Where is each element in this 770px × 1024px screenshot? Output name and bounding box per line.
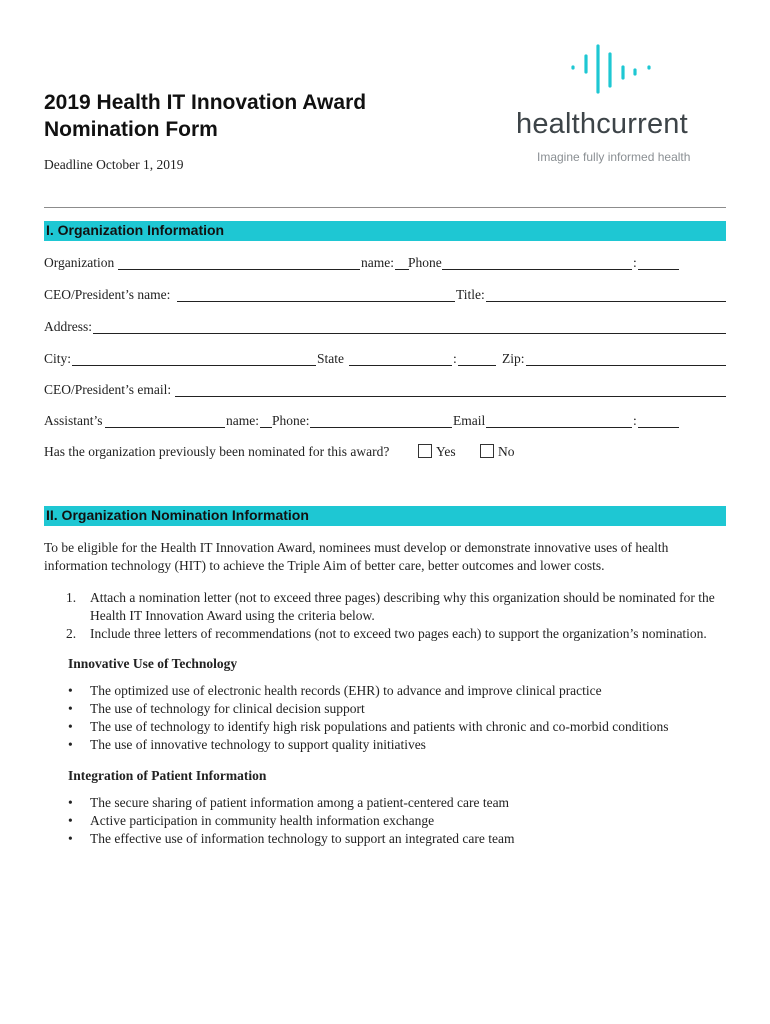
section-2-title: II. Organization Nomination Information (46, 507, 309, 523)
city-label: City: (44, 351, 72, 366)
bullet: • (68, 813, 73, 828)
deadline-text: Deadline October 1, 2019 (44, 157, 184, 172)
no-label: No (498, 444, 515, 459)
instructions-list (44, 589, 726, 643)
list-item (44, 682, 726, 700)
nominated-question: Has the organization previously been nominated for this award? (44, 444, 390, 459)
nominated-question-row (44, 442, 726, 462)
list-item (44, 625, 726, 643)
state-label: State (317, 351, 344, 366)
list-item-text: The secure sharing of patient information among a patient-centered care team (90, 795, 510, 810)
no-checkbox[interactable] (480, 444, 494, 458)
page-title (44, 89, 366, 143)
ceo-email-field[interactable] (175, 396, 726, 397)
list-item-text: Active participation in community health information exchange (90, 813, 435, 828)
assistant-row (44, 411, 726, 431)
healthcurrent-logo-icon (565, 42, 655, 102)
list-item-text: The effective use of information technology to support an integrated care team (90, 831, 515, 846)
title-line-1: 2019 Health IT Innovation Award (44, 91, 367, 114)
bullet: • (68, 683, 73, 698)
organization-phone-ext-field[interactable] (638, 269, 679, 270)
assistant-email-label: Email (453, 413, 486, 428)
list-item-text: The optimized use of electronic health records (EHR) to advance and improve clinical practice (90, 683, 602, 698)
list-item-text: The use of innovative technology to support quality initiatives (90, 737, 426, 752)
ceo-email-label: CEO/President’s email: (44, 382, 172, 397)
city-row (44, 349, 726, 369)
organization-phone-field[interactable] (442, 269, 632, 270)
integration-heading: Integration of Patient Information (68, 768, 267, 783)
zip-field[interactable] (526, 365, 726, 366)
list-item (44, 718, 726, 736)
step-1-line-1: Attach a nomination letter (not to exceed three pages) describing why this organization should be nominated for the (90, 590, 715, 605)
assistant-blank[interactable] (260, 427, 272, 428)
yes-label: Yes (436, 444, 456, 459)
eligibility-line-1: To be eligible for the Health IT Innovation Award, nominees must develop or demonstrate innovative uses of health (44, 540, 669, 555)
ceo-email-row (44, 380, 726, 400)
zip-label: Zip: (502, 351, 525, 366)
bullet: • (68, 831, 73, 846)
list-item-text: The use of technology for clinical decision support (90, 701, 365, 716)
step-number: 1. (66, 590, 77, 605)
organization-phone-colon: : (633, 255, 637, 270)
assistant-email-extra-field[interactable] (638, 427, 679, 428)
header-divider (44, 207, 726, 208)
assistant-phone-label: Phone: (272, 413, 310, 428)
list-item-text: The use of technology to identify high risk populations and patients with chronic and co-morbid conditions (90, 719, 669, 734)
assistant-email-colon: : (633, 413, 637, 428)
ceo-name-label: CEO/President’s name: (44, 287, 171, 302)
logo-tagline: Imagine fully informed health (537, 150, 691, 164)
innovative-use-list (44, 682, 726, 754)
step-1-line-2: Health IT Innovation Award using the criteria below. (90, 608, 375, 623)
section-1-title: I. Organization Information (46, 222, 225, 238)
list-item (44, 589, 726, 625)
state-field[interactable] (349, 365, 452, 366)
list-item (44, 736, 726, 754)
yes-checkbox[interactable] (418, 444, 432, 458)
innovative-use-heading: Innovative Use of Technology (68, 656, 238, 671)
assistant-label: Assistant’s (44, 413, 103, 428)
assistant-email-field[interactable] (486, 427, 632, 428)
ceo-name-field[interactable] (177, 301, 455, 302)
organization-label: Organization (44, 255, 115, 270)
list-item (44, 812, 726, 830)
organization-name-field[interactable] (118, 269, 360, 270)
assistant-phone-field[interactable] (310, 427, 452, 428)
organization-blank[interactable] (395, 269, 409, 270)
bullet: • (68, 701, 73, 716)
address-row (44, 317, 726, 337)
ceo-title-field[interactable] (486, 301, 726, 302)
organization-name-suffix: name: (361, 255, 394, 270)
eligibility-line-2: information technology (HIT) to achieve the Triple Aim of better care, better outcomes and lower costs. (44, 558, 605, 573)
bullet: • (68, 719, 73, 734)
state-colon: : (453, 351, 457, 366)
bullet: • (68, 737, 73, 752)
eligibility-paragraph (44, 539, 726, 575)
state-extra-field[interactable] (458, 365, 496, 366)
address-label: Address: (44, 319, 92, 334)
assistant-name-suffix: name: (226, 413, 259, 428)
section-1-header (44, 221, 726, 241)
assistant-name-field[interactable] (105, 427, 225, 428)
list-item (44, 700, 726, 718)
city-field[interactable] (72, 365, 316, 366)
organization-phone-label: Phone (408, 255, 442, 270)
step-2-line-1: Include three letters of recommendations (not to exceed two pages each) to support the organization’s nomination. (90, 626, 707, 641)
section-2-header (44, 506, 726, 526)
title-line-2: Nomination Form (44, 118, 218, 141)
logo-wordmark: healthcurrent (516, 108, 688, 140)
integration-list (44, 794, 726, 848)
ceo-title-label: Title: (456, 287, 485, 302)
list-item (44, 794, 726, 812)
ceo-name-row (44, 285, 726, 305)
step-number: 2. (66, 626, 77, 641)
list-item (44, 830, 726, 848)
organization-row (44, 253, 726, 273)
address-field[interactable] (93, 333, 726, 334)
bullet: • (68, 795, 73, 810)
